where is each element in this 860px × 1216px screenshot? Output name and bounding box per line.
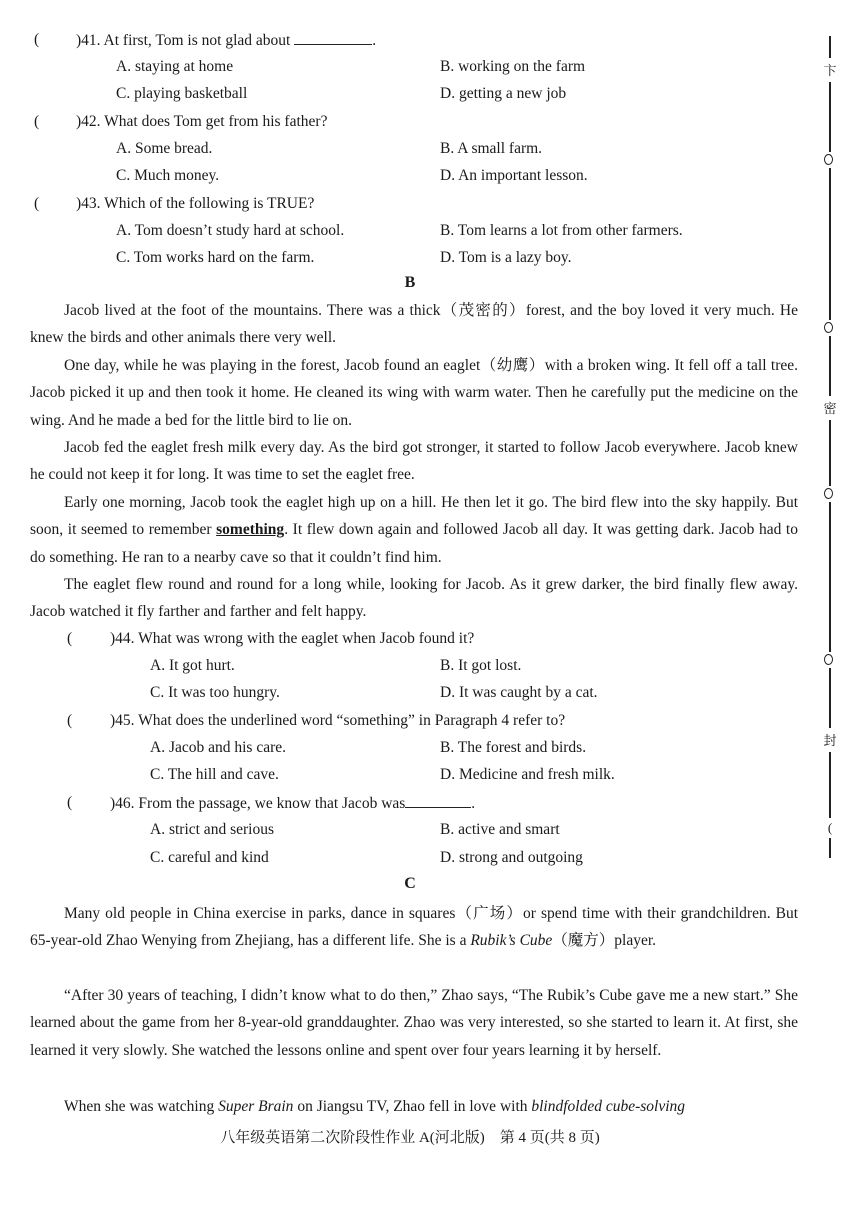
- option-a: A. Jacob and his care.: [150, 739, 287, 756]
- seal-line-segment: [829, 336, 831, 396]
- section-heading-b: B: [404, 274, 416, 291]
- passage-b-paragraph-2: One day, while he was playing in the forest, Jacob found an eaglet（幼鹰）with a broken wing. It fell off a tall tree. Jacob picked it up and then took it home. He cleaned its wing with warm water. Then he carefully put the medicine on the wing. And he made a bed for the little bird to lie on.: [30, 357, 798, 429]
- answer-blank: [294, 30, 372, 45]
- margin-mark-4: (: [827, 820, 833, 835]
- option-d: D. Medicine and fresh milk.: [440, 766, 615, 783]
- question-stem: )46. From the passage, we know that Jacob was .: [110, 795, 476, 812]
- answer-paren: (: [34, 195, 40, 212]
- seal-line-segment: [829, 502, 831, 652]
- answer-paren: (: [67, 630, 73, 647]
- option-a: A. It got hurt.: [150, 657, 235, 674]
- option-b: B. Tom learns a lot from other farmers.: [440, 222, 683, 239]
- page-footer: 八年级英语第二次阶段性作业 A(河北版) 第 4 页(共 8 页): [220, 1130, 600, 1146]
- option-b: B. The forest and birds.: [440, 739, 587, 756]
- answer-paren: (: [34, 31, 40, 48]
- option-b: B. working on the farm: [440, 58, 586, 75]
- option-b: B. It got lost.: [440, 657, 522, 674]
- passage-c-paragraph-2: “After 30 years of teaching, I didn’t know what to do then,” Zhao says, “The Rubik’s Cube gave me a new start.” She learned about the game from her 8-year-old granddaughter. Zhao was very interested, so she started to learn it. At first, she learned it very slowly. She watched the lessons online and spent over four years learning it by herself.: [30, 987, 798, 1059]
- option-c: C. playing basketball: [116, 85, 248, 102]
- answer-paren: (: [67, 794, 73, 811]
- option-c: C. It was too hungry.: [150, 684, 280, 701]
- margin-mark-2: 密: [823, 401, 837, 416]
- question-stem: )45. What does the underlined word “something” in Paragraph 4 refer to?: [110, 712, 566, 729]
- option-d: D. Tom is a lazy boy.: [440, 249, 572, 266]
- question-stem: )43. Which of the following is TRUE?: [76, 195, 315, 212]
- option-c: C. Much money.: [116, 167, 220, 184]
- question-stem: )44. What was wrong with the eaglet when Jacob found it?: [110, 630, 475, 647]
- seal-line-segment: [829, 752, 831, 818]
- option-c: C. careful and kind: [150, 849, 269, 866]
- binding-hole: [824, 154, 833, 165]
- option-a: A. strict and serious: [150, 821, 274, 838]
- margin-mark-1: 卞: [823, 63, 837, 78]
- seal-line-segment: [829, 36, 831, 58]
- seal-line-segment: [829, 420, 831, 486]
- passage-b-paragraph-5: The eaglet flew round and round for a long while, looking for Jacob. As it grew darker, the bird finally flew away. Jacob watched it fly farther and farther and felt happy.: [30, 576, 798, 621]
- option-d: D. strong and outgoing: [440, 849, 583, 866]
- option-d: D. getting a new job: [440, 85, 567, 102]
- section-heading-c: C: [404, 875, 416, 892]
- answer-blank: [405, 793, 471, 808]
- seal-line-segment: [829, 82, 831, 152]
- seal-line-segment: [829, 838, 831, 858]
- question-stem: )42. What does Tom get from his father?: [76, 113, 328, 130]
- answer-paren: (: [67, 712, 73, 729]
- answer-paren: (: [34, 113, 40, 130]
- option-a: A. staying at home: [116, 58, 234, 75]
- binding-hole: [824, 322, 833, 333]
- underlined-word: something: [216, 521, 285, 539]
- option-a: A. Some bread.: [116, 140, 213, 157]
- passage-c-paragraph-3: When she was watching Super Brain on Jiangsu TV, Zhao fell in love with blindfolded cube-solving: [64, 1098, 686, 1115]
- passage-b-paragraph-1: Jacob lived at the foot of the mountains. There was a thick（茂密的）forest, and the boy loved it very much. He knew the birds and other animals there very well.: [30, 302, 798, 347]
- binding-hole: [824, 488, 833, 499]
- option-c: C. Tom works hard on the farm.: [116, 249, 315, 266]
- seal-line-segment: [829, 668, 831, 728]
- option-a: A. Tom doesn’t study hard at school.: [116, 222, 345, 239]
- option-d: D. An important lesson.: [440, 167, 588, 184]
- question-stem: )41. At first, Tom is not glad about .: [76, 32, 377, 49]
- binding-hole: [824, 654, 833, 665]
- option-b: B. A small farm.: [440, 140, 543, 157]
- margin-mark-3: 封: [823, 733, 837, 748]
- option-d: D. It was caught by a cat.: [440, 684, 598, 701]
- passage-b-paragraph-4: Early one morning, Jacob took the eaglet high up on a hill. He then let it go. The bird flew into the sky happily. But soon, it seemed to remember something. It flew down again and followed Jacob all day. It was getting dark. Jacob had to do something. He ran to a nearby cave so that it couldn’t find him.: [30, 494, 798, 566]
- option-b: B. active and smart: [440, 821, 560, 838]
- seal-line-segment: [829, 168, 831, 320]
- passage-c-paragraph-1: Many old people in China exercise in parks, dance in squares（广场）or spend time with their grandchildren. But 65-year-old Zhao Wenying from Zhejiang, has a different life. She is a Rubik’s Cube（魔方）player.: [30, 905, 798, 950]
- option-c: C. The hill and cave.: [150, 766, 279, 783]
- passage-b-paragraph-3: Jacob fed the eaglet fresh milk every day. As the bird got stronger, it started to follow Jacob everywhere. Jacob knew he could not keep it for long. It was time to set the eaglet free.: [30, 439, 798, 484]
